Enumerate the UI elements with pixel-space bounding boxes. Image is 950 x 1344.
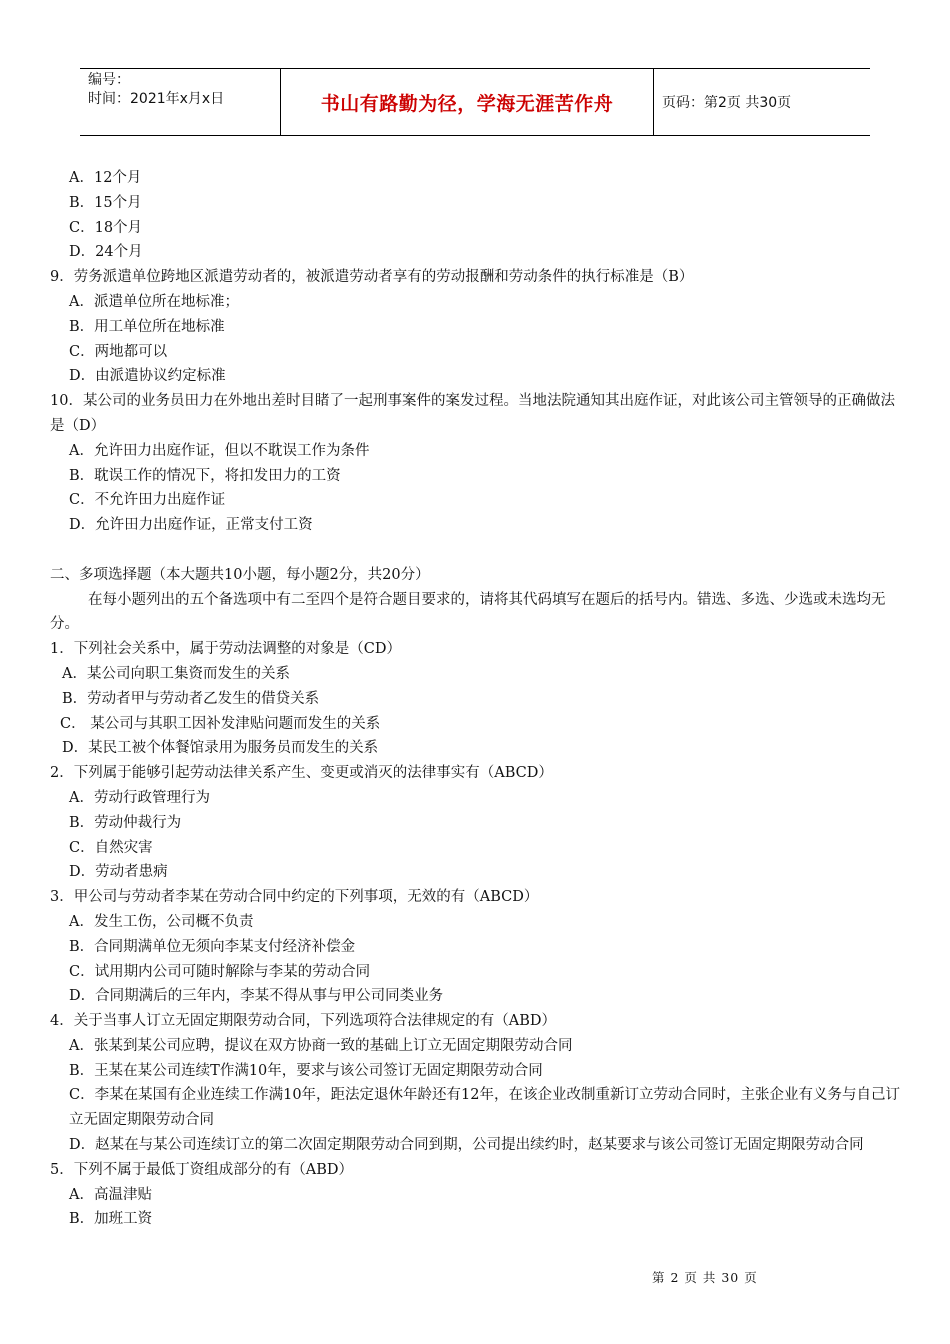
question-content (50, 166, 900, 1232)
option-line: A．高温津贴 (69, 1186, 152, 1203)
option-line: B．耽误工作的情况下，将扣发田力的工资 (69, 467, 341, 484)
section-heading: 二、多项选择题（本大题共10小题，每小题2分，共20分） (50, 566, 430, 583)
header-info-cell (80, 69, 281, 135)
page-footer: 第 2 页 共 30 页 (652, 1270, 758, 1285)
option-line: C． 某公司与其职工因补发津贴问题而发生的关系 (60, 715, 381, 732)
header-page-number: 页码：第2页 共30页 (662, 95, 792, 111)
option-line: B．劳动仲裁行为 (69, 814, 182, 831)
document-number-label: 编号： (88, 72, 130, 88)
option-line: C．试用期内公司可随时解除与李某的劳动合同 (69, 963, 371, 980)
option-line: D．24个月 (69, 244, 143, 261)
option-line: A．张某到某公司应聘，提议在双方协商一致的基础上订立无固定期限劳动合同 (69, 1037, 573, 1054)
question-line: 5．下列不属于最低丁资组成部分的有（ABD） (50, 1161, 353, 1178)
option-line: B．用工单位所在地标准 (69, 318, 225, 335)
document-date-label: 时间：2021年x月x日 (88, 91, 225, 107)
option-line: C．李某在某国有企业连续工作满10年，距法定退休年龄还有12年，在该企业改制重新订立劳动合同时，主张企业有义务与自己订立无固定期限劳动合同 (69, 1087, 900, 1129)
blank-line (50, 538, 900, 563)
header-page-cell (654, 69, 870, 135)
header-motto: 书山有路勤为径，学海无涯苦作舟 (320, 92, 614, 115)
option-line: C．不允许田力出庭作证 (69, 492, 226, 509)
question-line: 1．下列社会关系中，属于劳动法调整的对象是（CD） (50, 641, 401, 658)
option-line: A．某公司向职工集资而发生的关系 (62, 665, 290, 682)
option-line: D．合同期满后的三年内，李某不得从事与甲公司同类业务 (69, 988, 444, 1005)
option-line: A．派遣单位所在地标准； (69, 293, 239, 310)
question-line: 9．劳务派遣单位跨地区派遣劳动者的，被派遣劳动者享有的劳动报酬和劳动条件的执行标准是（B） (50, 269, 694, 286)
option-line: A．12个月 (69, 170, 142, 186)
option-line: B．劳动者甲与劳动者乙发生的借贷关系 (62, 690, 320, 707)
header-motto-cell (281, 69, 654, 135)
option-line: A．劳动行政管理行为 (69, 789, 210, 806)
option-line: C．两地都可以 (69, 343, 168, 360)
page-header (80, 68, 870, 136)
option-line: B．加班工资 (69, 1211, 153, 1228)
question-line: 2．下列属于能够引起劳动法律关系产生、变更或消灭的法律事实有（ABCD） (50, 765, 553, 782)
option-line: A．发生工伤，公司概不负责 (69, 913, 254, 930)
option-line: D．劳动者患病 (69, 864, 168, 881)
section-instructions: 在每小题列出的五个备选项中有二至四个是符合题目要求的，请将其代码填写在题后的括号内。错选、多选、少选或未选均无分。 (50, 591, 886, 633)
option-line: C．18个月 (69, 219, 143, 236)
question-line: 10．某公司的业务员田力在外地出差时目睹了一起刑事案件的案发过程。当地法院通知其出庭作证，对此该公司主管领导的正确做法是（D） (50, 393, 895, 434)
option-line: B．王某在某公司连续T作满10年，要求与该公司签订无固定期限劳动合同 (69, 1062, 543, 1079)
question-line: 4．关于当事人订立无固定期限劳动合同，下列选项符合法律规定的有（ABD） (50, 1013, 556, 1030)
option-line: D．由派遣协议约定标准 (69, 368, 226, 385)
question-line: 3．甲公司与劳动者李某在劳动合同中约定的下列事项，无效的有（ABCD） (50, 889, 539, 906)
option-line: A．允许田力出庭作证，但以不耽误工作为条件 (69, 442, 370, 459)
option-line: C．自然灾害 (69, 839, 153, 856)
option-line: B．合同期满单位无须向李某支付经济补偿金 (69, 938, 356, 955)
option-line: D．某民工被个体餐馆录用为服务员而发生的关系 (62, 740, 379, 757)
option-line: D．允许田力出庭作证，正常支付工资 (69, 517, 313, 534)
option-line: D．赵某在与某公司连续订立的第二次固定期限劳动合同到期，公司提出续约时，赵某要求与该公司签订无固定期限劳动合同 (69, 1137, 864, 1154)
option-line: B．15个月 (69, 194, 142, 211)
